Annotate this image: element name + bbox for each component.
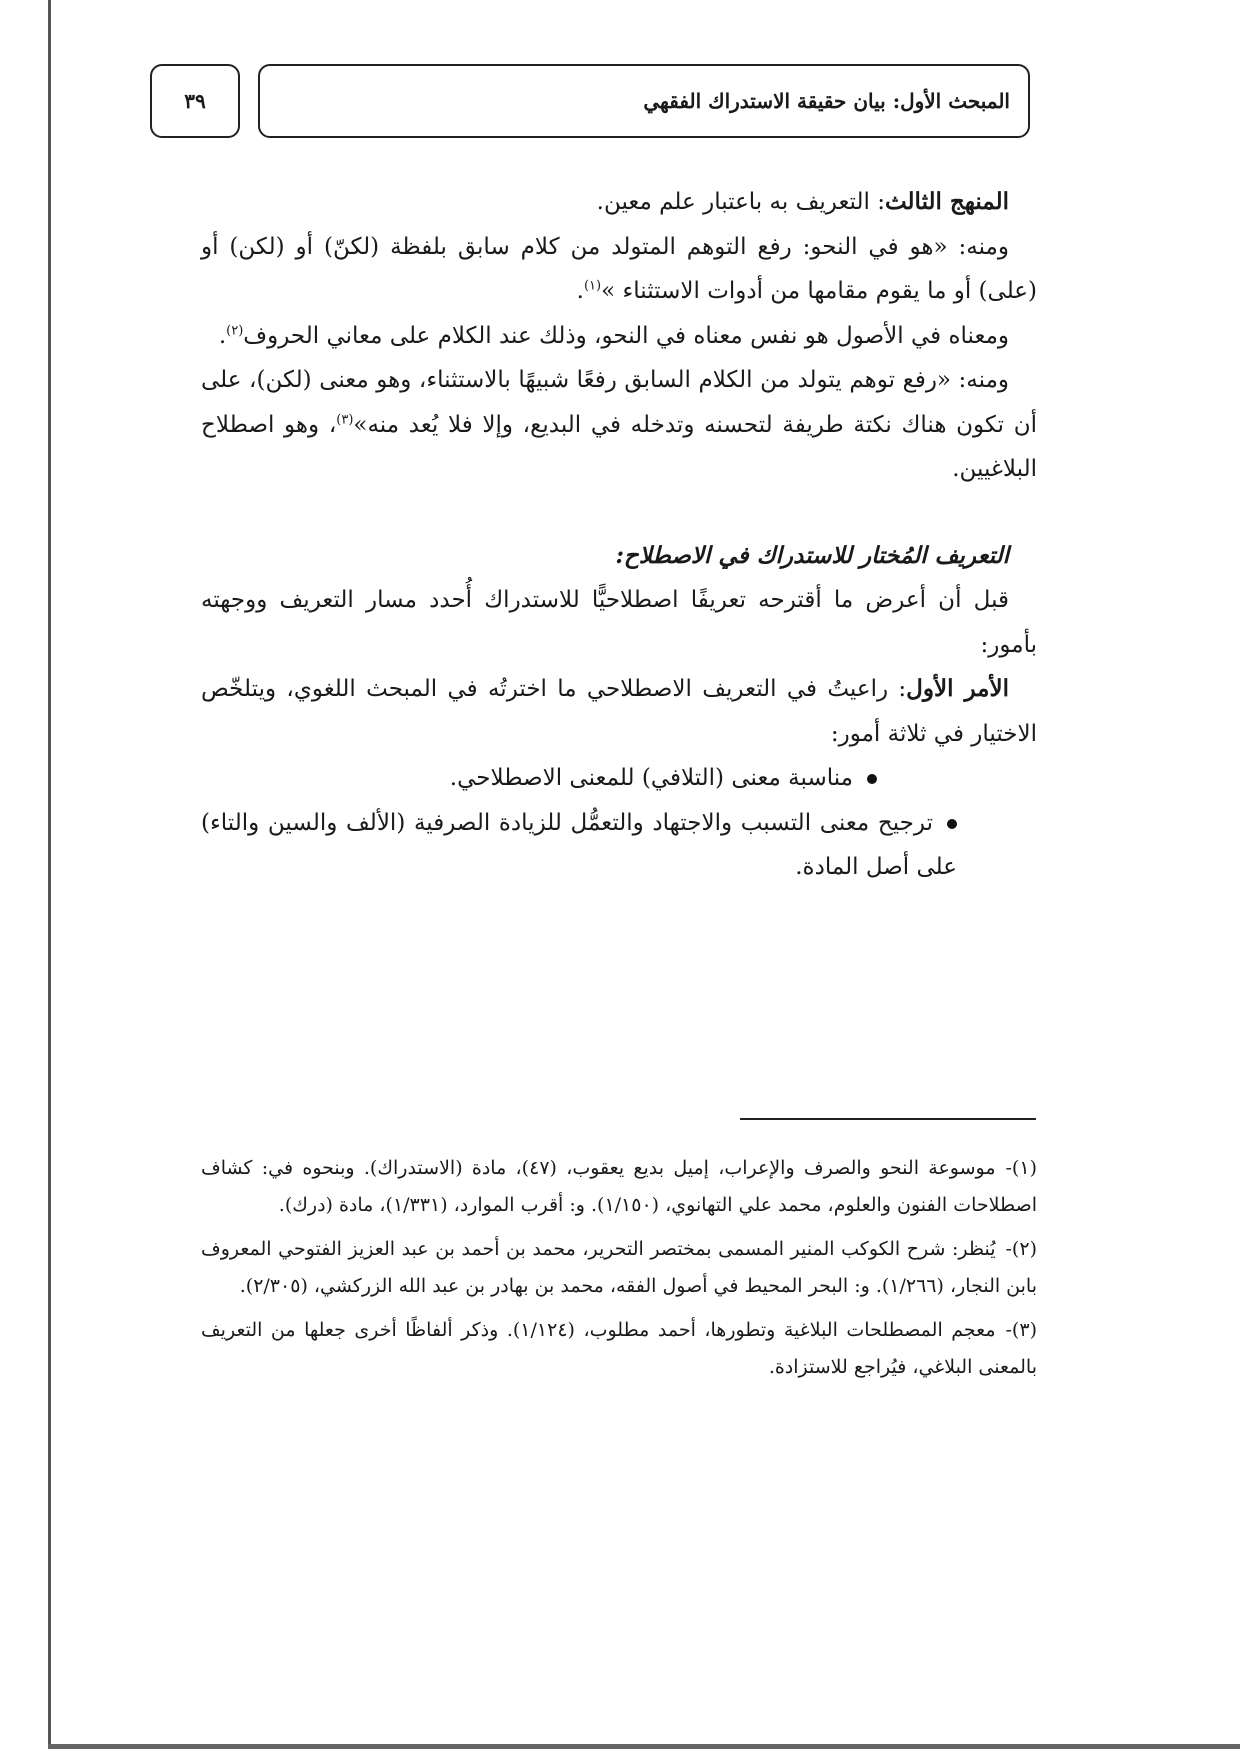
paragraph-rhetoric-definition — [201, 358, 1037, 492]
footnotes — [201, 1150, 1037, 1393]
page-frame-bottom-line — [48, 1744, 1240, 1749]
list-item-text: مناسبة معنى (التلافي) للمعنى الاصطلاحي. — [449, 765, 853, 791]
footnote-marker: (٢)- — [1005, 1238, 1037, 1260]
choices-list — [201, 756, 1037, 890]
paragraph-intro-matters: قبل أن أعرض ما أقترحه تعريفًا اصطلاحيًّا للاستدراك أُحدد مسار التعريف ووجهته بأمور: — [201, 587, 1037, 658]
rhetoric-definition-end: ، وهو اصطلاح البلاغيين. — [201, 411, 1037, 482]
page-number: ٣٩ — [150, 64, 240, 138]
first-matter-text: : راعيتُ في التعريف الاصطلاحي ما اخترتُه في المبحث اللغوي، ويتلخّص الاختيار في ثلاثة أمور: — [201, 676, 1037, 747]
footnote-text: معجم المصطلحات البلاغية وتطورها، أحمد مطلوب، (١/١٢٤). وذكر ألفاظًا أخرى جعلها من التعريف بالمعنى البلاغي، فيُراجع للاستزادة. — [201, 1319, 1037, 1378]
running-title: المبحث الأول: بيان حقيقة الاستدراك الفقهي — [258, 64, 1030, 138]
paragraph-usul-meaning — [201, 314, 1037, 359]
footnote-separator — [740, 1118, 1036, 1120]
footnote-1 — [201, 1150, 1037, 1223]
grammar-definition-text: ومنه: «هو في النحو: رفع التوهم المتولد من كلام سابق بلفظة (لكنّ) أو (لكن) أو (على) أو ما يقوم مقامها من أدوات الاستثناء » — [201, 233, 1037, 304]
usul-meaning-text: ومعناه في الأصول هو نفس معناه في النحو، وذلك عند الكلام على معاني الحروف — [243, 322, 1009, 349]
footnote-ref-2[interactable]: (٢) — [226, 322, 244, 338]
footnote-marker: (١)- — [1005, 1157, 1037, 1179]
footnote-marker: (٣)- — [1005, 1319, 1037, 1341]
list-item — [201, 801, 1037, 890]
bullet-icon — [867, 774, 877, 784]
page-header — [150, 64, 1030, 140]
footnote-text: يُنظر: شرح الكوكب المنير المسمى بمختصر التحرير، محمد بن أحمد بن عبد العزيز الفتوحي المعروف بابن النجار، (١/٢٦٦). و: البحر المحيط في أصول الفقه، محمد بن بهادر بن عبد الله الزركشي، (٢/٣٠٥). — [201, 1238, 1037, 1297]
section-subheading: التعريف المُختار للاستدراك في الاصطلاح: — [615, 541, 1009, 569]
paragraph-grammar-definition — [201, 225, 1037, 314]
footnote-2 — [201, 1231, 1037, 1304]
paragraph-first-matter — [201, 667, 1037, 756]
rhetoric-definition-text: ومنه: «رفع توهم يتولد من الكلام السابق رفعًا شبيهًا بالاستثناء، وهو معنى (لكن)، على أن تكون هناك نكتة طريفة لتحسنه وتدخله في البديع، وإلا فلا يُعد منه» — [201, 367, 1037, 438]
footnote-ref-1[interactable]: (١) — [583, 278, 602, 294]
paragraph-third-approach — [201, 180, 1037, 225]
bullet-icon — [947, 819, 957, 829]
list-item-text: ترجيح معنى التسبب والاجتهاد والتعمُّل للزيادة الصرفية (الألف والسين والتاء) على أصل المادة. — [201, 809, 957, 880]
grammar-definition-end: . — [576, 278, 584, 304]
list-item — [201, 756, 1037, 801]
main-text — [201, 180, 1037, 890]
usul-meaning-end: . — [218, 322, 227, 349]
first-matter-label: الأمر الأول — [906, 675, 1009, 702]
third-approach-label: المنهج الثالث — [884, 188, 1009, 215]
page-frame-left-line — [48, 0, 51, 1748]
footnote-ref-3[interactable]: (٣) — [336, 411, 354, 427]
third-approach-text: : التعريف به باعتبار علم معين. — [596, 189, 885, 215]
footnote-text: موسوعة النحو والصرف والإعراب، إميل بديع يعقوب، (٤٧)، مادة (الاستدراك). وبنحوه في: كشاف اصطلاحات الفنون والعلوم، محمد علي التهانوي، (١/١٥٠). و: أقرب الموارد، (١/٣٣١)، مادة (درك). — [201, 1157, 1037, 1216]
footnote-3 — [201, 1312, 1037, 1385]
